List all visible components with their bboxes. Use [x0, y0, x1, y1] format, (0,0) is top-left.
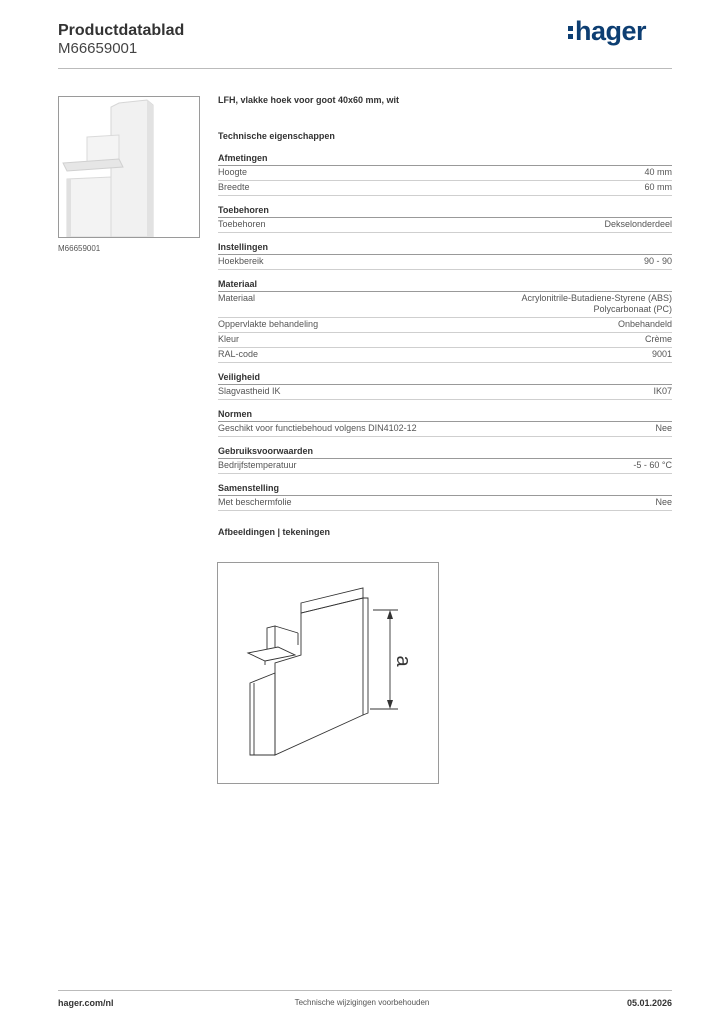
footer-divider: [58, 990, 672, 991]
spec-value: Onbehandeld: [617, 319, 672, 329]
header-divider: [58, 68, 672, 69]
spec-label: Breedte: [218, 182, 250, 192]
spec-label: Hoekbereik: [218, 256, 264, 266]
section-title: Gebruiksvoorwaarden: [218, 446, 672, 459]
spec-label: RAL-code: [218, 349, 259, 359]
product-title: LFH, vlakke hoek voor goot 40x60 mm, wit: [218, 95, 400, 105]
footer-notice: Technische wijzigingen voorbehouden: [294, 998, 430, 1007]
spec-value: 9001: [651, 349, 672, 359]
spec-row: [218, 218, 672, 233]
section-title: Materiaal: [218, 279, 672, 292]
spec-label: Kleur: [218, 334, 240, 344]
dimension-label: a: [392, 655, 414, 667]
spec-row: [218, 496, 672, 511]
thumbnail-caption: M66659001: [58, 244, 101, 253]
spec-label: Geschikt voor functiebehoud volgens DIN4102-12: [218, 423, 417, 433]
section-title: Normen: [218, 409, 672, 422]
spec-row: [218, 385, 672, 400]
spec-row: [218, 318, 672, 333]
footer-date: 05.01.2026: [626, 998, 672, 1008]
product-code: M66659001: [58, 40, 138, 57]
spec-row: [218, 333, 672, 348]
spec-value: Acrylonitrile-Butadiene-Styrene (ABS): [521, 293, 672, 303]
spec-value: Dekselonderdeel: [604, 219, 672, 229]
spec-row: [218, 422, 672, 437]
spec-value: Nee: [655, 497, 672, 507]
spec-label: Met beschermfolie: [218, 497, 292, 507]
spec-label: Oppervlakte behandeling: [218, 319, 319, 329]
spec-value: Nee: [655, 423, 672, 433]
technical-drawing-icon: [218, 563, 438, 783]
spec-label: Slagvastheid IK: [218, 386, 281, 396]
product-thumbnail: [58, 96, 200, 238]
section-veiligheid: [218, 372, 672, 400]
spec-value: Crème: [644, 334, 672, 344]
spec-row: [218, 255, 672, 270]
section-title: Samenstelling: [218, 483, 672, 496]
spec-value: 40 mm: [644, 167, 672, 177]
spec-value-multiline: [521, 293, 672, 315]
section-materiaal: [218, 279, 672, 363]
page-title: Productdatablad: [58, 22, 185, 39]
section-title: Afmetingen: [218, 153, 672, 166]
section-toebehoren: [218, 205, 672, 233]
spec-value: IK07: [653, 386, 672, 396]
spec-value-secondary: Polycarbonaat (PC): [593, 304, 672, 314]
section-afmetingen: [218, 153, 672, 196]
spec-row: [218, 348, 672, 363]
logo-text: hager: [575, 16, 647, 46]
spec-content: [218, 95, 672, 537]
spec-label: Toebehoren: [218, 219, 266, 229]
section-instellingen: [218, 242, 672, 270]
spec-row: [218, 181, 672, 196]
section-title: Instellingen: [218, 242, 672, 255]
spec-label: Materiaal: [218, 293, 256, 303]
spec-label: Hoogte: [218, 167, 248, 177]
technical-properties-heading: Technische eigenschappen: [218, 131, 335, 141]
spec-value: -5 - 60 °C: [633, 460, 672, 470]
footer-website-link[interactable]: hager.com/nl: [58, 998, 114, 1008]
spec-row: [218, 292, 672, 318]
images-heading: Afbeeldingen | tekeningen: [218, 527, 331, 537]
spec-row: [218, 459, 672, 474]
spec-value: 60 mm: [644, 182, 672, 192]
section-gebruiksvoorwaarden: [218, 446, 672, 474]
spec-value: 90 - 90: [643, 256, 672, 266]
section-normen: [218, 409, 672, 437]
section-title: Toebehoren: [218, 205, 672, 218]
technical-drawing: [217, 562, 439, 784]
section-title: Veiligheid: [218, 372, 672, 385]
spec-label: Bedrijfstemperatuur: [218, 460, 297, 470]
section-samenstelling: [218, 483, 672, 511]
logo-dots-icon: [568, 23, 573, 42]
brand-logo: [568, 16, 646, 47]
spec-row: [218, 166, 672, 181]
product-photo-icon: [59, 97, 199, 237]
